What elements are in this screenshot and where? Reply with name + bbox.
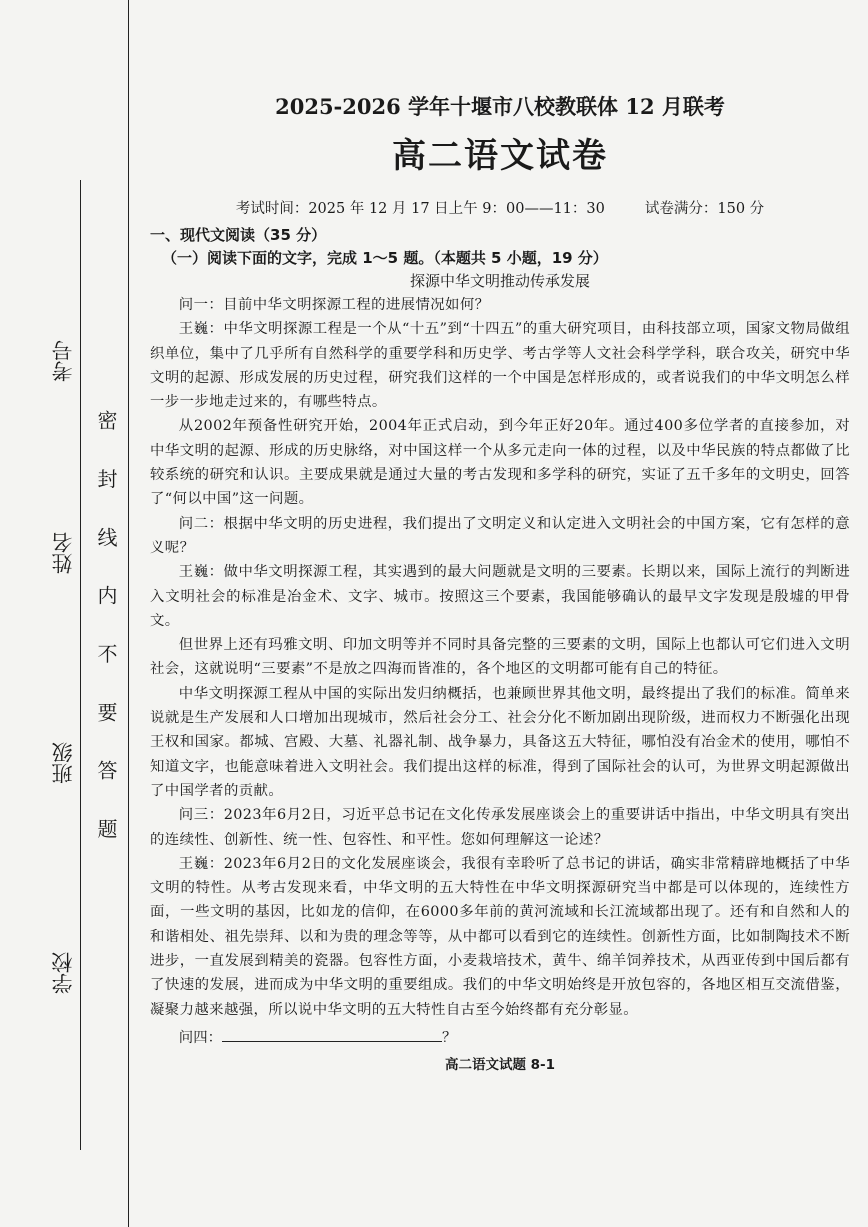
seal-line (128, 0, 129, 1227)
question-four-label: 问四： (178, 1029, 222, 1046)
paragraph: 但世界上还有玛雅文明、印加文明等并不同时具备完整的三要素的文明，国际上也都认可它们进入文明社会，这就说明“三要素”不是放之四海而皆准的，各个地区的文明都可能有自己的特征。 (150, 637, 850, 678)
exam-time: 考试时间：2025 年 12 月 17 日上午 9：00——11：30 (235, 201, 605, 217)
seal-notice: 密 封 线 内 不 要 答 题 (94, 410, 118, 855)
field-line (80, 180, 81, 1150)
paragraph: 中华文明探源工程从中国的实际出发归纳概括，也兼顾世界其他文明，最终提出了我们的标准。简单来说就是生产发展和人口增加出现城市，然后社会分工、社会分化不断加剧出现阶级，进而权力不断强化出现王权和国家。都城、宫殿、大墓、礼器礼制、战争暴力，具备这五大特征，哪怕没有冶金术的使用，哪怕不知道文字，也能意味着进入文明社会。我们提出这样的标准，得到了国际社会的认可，为世界文明起源做出了中国学者的贡献。 (150, 685, 850, 799)
paragraph: 问三：2023年6月2日，习近平总书记在文化传承发展座谈会上的重要讲话中指出，中华文明具有突出的连续性、创新性、统一性、包容性、和平性。您如何理解这一论述？ (150, 807, 850, 848)
paragraph: 问二：根据中华文明的历史进程，我们提出了文明定义和认定进入文明社会的中国方案，它有怎样的意义呢？ (150, 515, 850, 556)
paragraph: 问一：目前中华文明探源工程的进展情况如何？ (178, 297, 490, 313)
question-four (150, 1026, 850, 1050)
name-label: 姓名 (51, 532, 75, 574)
exam-content (150, 90, 850, 1050)
paragraph: 王巍：中华文明探源工程是一个从“十五”到“十四五”的重大研究项目，由科技部立项，国家文物局做组织单位，集中了几乎所有自然科学的重要学科和历史学、考古学等人文社会科学学科，联合攻关，研究中华文明的起源、形成发展的历史过程，研究我们这样的一个中国是怎样形成的，或者说我们的中华文明怎么样一步一步地走过来的，有哪些特点。 (150, 321, 850, 411)
exam-title: 2025-2026 学年十堰市八校教联体 12 月联考 (275, 94, 725, 119)
paragraph: 从2002年预备性研究开始，2004年正式启动，到今年正好20年。通过400多位学者的直接参加，对中华文明的起源、形成的历史脉络，对中国这样一个从多元走向一体的过程，以及中华民族的特点都做了比较系统的研究和认识。主要成果就是通过大量的考古发现和多学科的研究，实证了五千多年的文明史，回答了“何以中国”这一问题。 (150, 418, 850, 508)
paragraph: 王巍：2023年6月2日的文化发展座谈会，我很有幸聆听了总书记的讲话，确实非常精辟地概括了中华文明的特性。从考古发现来看，中华文明的五大特性在中华文明探源研究当中都是可以体现的，连续性方面，一些文明的基因，比如龙的信仰，在6000多年前的黄河流域和长江流域都出现了。还有和自然和人的和谐相处、祖先崇拜、以和为贵的理念等等，从中都可以看到它的连续性。创新性方面，比如制陶技术不断进步，一直发展到精美的瓷器。包容性方面，小麦栽培技术，黄牛、绵羊饲养技术，从西亚传到中国后都有了快速的发展，进而成为中华文明的重要组成。我们的中华文明始终是开放包容的，各地区相互交流借鉴，凝聚力越来越强，所以说中华文明的五大特性自古至今始终都有充分彰显。 (150, 855, 850, 1018)
binding-margin (0, 0, 150, 1227)
class-label: 班级 (51, 742, 75, 784)
paragraph: 王巍：做中华文明探源工程，其实遇到的最大问题就是文明的三要素。长期以来，国际上流行的判断进入文明社会的标准是冶金术、文字、城市。按照这三个要素，我国能够确认的最早文字发现是殷墟的甲骨文。 (150, 564, 850, 629)
full-score: 试卷满分：150 分 (644, 201, 765, 217)
exam-meta (150, 197, 850, 218)
school-label: 学校 (51, 952, 75, 994)
question-four-mark: ？ (441, 1029, 457, 1046)
page-footer: 高二语文试题 8-1 (444, 1057, 556, 1073)
exam-number-label: 考号 (51, 340, 75, 382)
section-heading: 一、现代文阅读（35 分） (150, 226, 327, 244)
article-title: 探源中华文明推动传承发展 (409, 272, 590, 290)
answer-blank[interactable] (222, 1027, 442, 1042)
subsection-heading: （一）阅读下面的文字，完成 1～5 题。（本题共 5 小题，19 分） (162, 249, 608, 267)
paper-title: 高二语文试卷 (392, 136, 608, 176)
